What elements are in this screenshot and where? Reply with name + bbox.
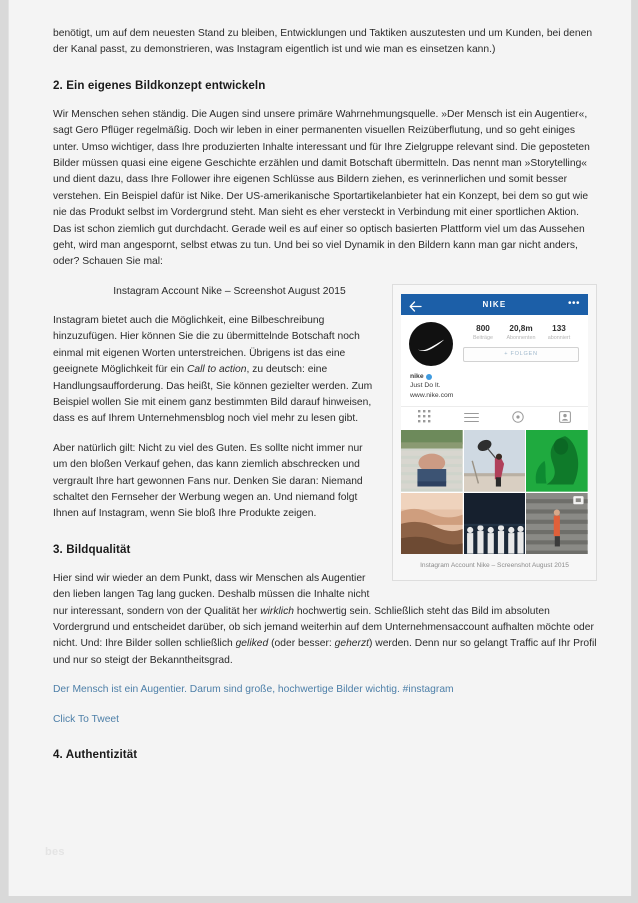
nike-swoosh-avatar[interactable]	[409, 322, 453, 366]
photo-stairs-sneaker[interactable]	[401, 430, 463, 492]
stat-following[interactable]	[540, 324, 578, 342]
quality-italic-geherzt: geherzt	[334, 638, 369, 650]
follow-button[interactable]: + FOLGEN	[463, 347, 579, 362]
stat-following-value: 133	[552, 323, 566, 333]
multi-photo-indicator	[574, 496, 584, 504]
quality-text-part3: (oder besser:	[268, 638, 335, 650]
location-pin-icon	[512, 410, 524, 428]
instagram-bio-text: Just Do It.	[410, 382, 441, 390]
paragraph-section2-body: Wir Menschen sehen ständig. Die Augen sind unsere primäre Wahrnehmungsquelle. »Der Mensch ist ein Augentier«, sagt Gero Pflüger regelmäßig. Doch wir leben in einer permanenten visuellen Reizüberflutung, und so geht einiges unter. Umso wichtiger, dass Ihre produzierten Inhalte interessant und für Ihre Zielgruppe relevant sind. Die geposteten Bilder müssen quasi eine eigene Geschichte erzählen und damit Botschaft übermitteln. Das nennt man »Storytelling« und dient dazu, dass Ihre Follower ihre eigenen Schlüsse aus Bildern ziehen, es verinnerlichen und somit besser verstehen. Ein Beispiel dafür ist Nike. Der US-amerikanische Sportartikelanbieter hat ein Konzept, bei dem so gut wie nie das Produkt selbst im Vordergrund steht. Man sieht es eher versteckt in Verbindung mit einer sportlichen Aktion. Das ist schon ziemlich gut durchdacht. Gerade weil es auf einer so optisch basierten Plattform viel um das Aussehen geht, wird man angespornt, selbst etwas zu tun. Und bei so viel Dynamik in den Bildern kann man gar nicht anders, oder? Schauen Sie mal:	[53, 108, 590, 268]
quality-text-part2: hochwertig sein. Schließlich steht das Bild im absoluten Vordergrund und entscheidet darüber, ob sich jemand weiterhin auf dem Unternehmensaccount aufhalten möchte oder nicht. Und: Ihre Bilder sollen schließlich	[53, 605, 594, 650]
heading-section-2: 2. Ein eigenes Bildkonzept entwickeln	[53, 78, 266, 92]
desc-text-part1: Instagram bietet auch die Möglichkeit, eine Bilbeschreibung hinzuzufügen. Hier können Sie die zu übermittelnde Botschaft noch einmal mit eigenen Worten unterstreichen. Übrigens ist das eine geeignete Möglichkeit für ein	[53, 314, 360, 376]
grid-view-icon	[418, 410, 431, 428]
quality-text-part4: ) werden. Denn nur so gelangt Traffic auf Ihr Profil und nur so steigt der Bekanntheitsgrad.	[53, 638, 597, 666]
stat-followers-label: Abonnenten	[506, 334, 536, 341]
paragraph-intro-continued: benötigt, um auf dem neuesten Stand zu bleiben, Entwicklungen und Taktiken auszutesten und um Kunden, bei denen der Kanal passt, zu demonstrieren, was Instagram eigentlich ist und wie man es einsetzen kann.)	[53, 28, 593, 56]
instagram-tab-bar	[401, 406, 588, 430]
photo-crowd-runners[interactable]	[464, 493, 526, 555]
stat-followers[interactable]	[502, 324, 540, 342]
quality-italic-geliked: geliked	[235, 638, 269, 650]
instagram-app-screenshot	[401, 294, 588, 555]
instagram-profile-header	[401, 315, 588, 368]
instagram-profile-right	[453, 322, 580, 366]
stat-posts-value: 800	[476, 323, 490, 333]
heading-section-3: 3. Bildqualität	[53, 542, 131, 556]
list-view-icon	[464, 410, 479, 428]
page-content	[9, 0, 631, 896]
stat-posts-label: Beiträge	[472, 334, 494, 341]
stat-followers-value: 20,8m	[509, 323, 533, 333]
photo-desert-track[interactable]	[401, 493, 463, 555]
instagram-photo-grid	[401, 430, 588, 554]
figure-and-text-block	[53, 284, 597, 776]
stat-following-label: abonniert	[547, 334, 571, 341]
instagram-topbar	[401, 294, 588, 315]
quality-italic-wirklich: wirklich	[260, 605, 294, 617]
tab-tagged-photos[interactable]	[541, 412, 588, 425]
figure-instagram-screenshot	[392, 284, 597, 582]
tab-grid-view[interactable]	[401, 412, 448, 425]
page-watermark: bes	[45, 846, 65, 858]
tagged-photos-icon	[559, 410, 571, 428]
photo-green-runner[interactable]	[526, 430, 588, 492]
tweet-quote-link[interactable]: Der Mensch ist ein Augentier. Darum sind große, hochwertige Bilder wichtig. #instagram	[53, 684, 454, 696]
instagram-bio-block	[401, 368, 588, 406]
stat-posts	[464, 324, 502, 342]
tab-location-view[interactable]	[495, 412, 542, 425]
paragraph-warning: Aber natürlich gilt: Nicht zu viel des Guten. Es sollte nicht immer nur um den bloßen Verkauf gehen, das kann ziemlich abschrecken und vergrault Ihre hart gewonnen Fans nur. Denken Sie daran: Niemand schaltet den Fernseher der Werbung wegen an. Und niemand folgt Ihnen auf Instagram, wenn Sie bloß Ihre Produkte zeigen.	[53, 442, 363, 520]
instagram-stats	[462, 322, 580, 342]
instagram-website-link[interactable]: www.nike.com	[410, 391, 454, 399]
document-page	[8, 0, 632, 896]
desc-italic-call-to-action: Call to action	[186, 364, 247, 376]
figure-caption: Instagram Account Nike – Screenshot August 2015	[420, 562, 569, 570]
quality-text-part1: Hier sind wir wieder an dem Punkt, dass wir Menschen als Augentier den lieben langen Tag lang gucken. Deshalb müssen die Inhalte nicht nur interessant, sondern von der Qualität her	[53, 572, 370, 617]
back-arrow-icon[interactable]	[409, 299, 422, 310]
paragraph-quality	[53, 571, 597, 669]
instagram-username-row	[410, 372, 579, 381]
instagram-account-title: NIKE	[482, 299, 507, 309]
heading-section-4: 4. Authentizität	[53, 748, 138, 761]
click-to-tweet-link[interactable]: Click To Tweet	[53, 713, 120, 725]
instagram-username: nike	[410, 372, 424, 380]
photo-hammer-throw[interactable]	[464, 430, 526, 492]
tab-list-view[interactable]	[448, 412, 495, 425]
more-options-icon[interactable]: •••	[567, 298, 580, 310]
inline-image-caption: Instagram Account Nike – Screenshot August 2015	[113, 285, 346, 297]
desc-text-part2: , zu deutsch: eine Handlungsaufforderung. Das heißt, Sie können gezielter werden. Zum Beispiel wollen Sie mit einem ganz bestimmten Bild darauf hinweisen, dass es auf Ihrem Unternehmensblog noch viel mehr zu lesen gibt.	[53, 364, 373, 425]
verified-badge-icon	[426, 374, 432, 380]
photo-stadium-steps[interactable]	[526, 493, 588, 555]
